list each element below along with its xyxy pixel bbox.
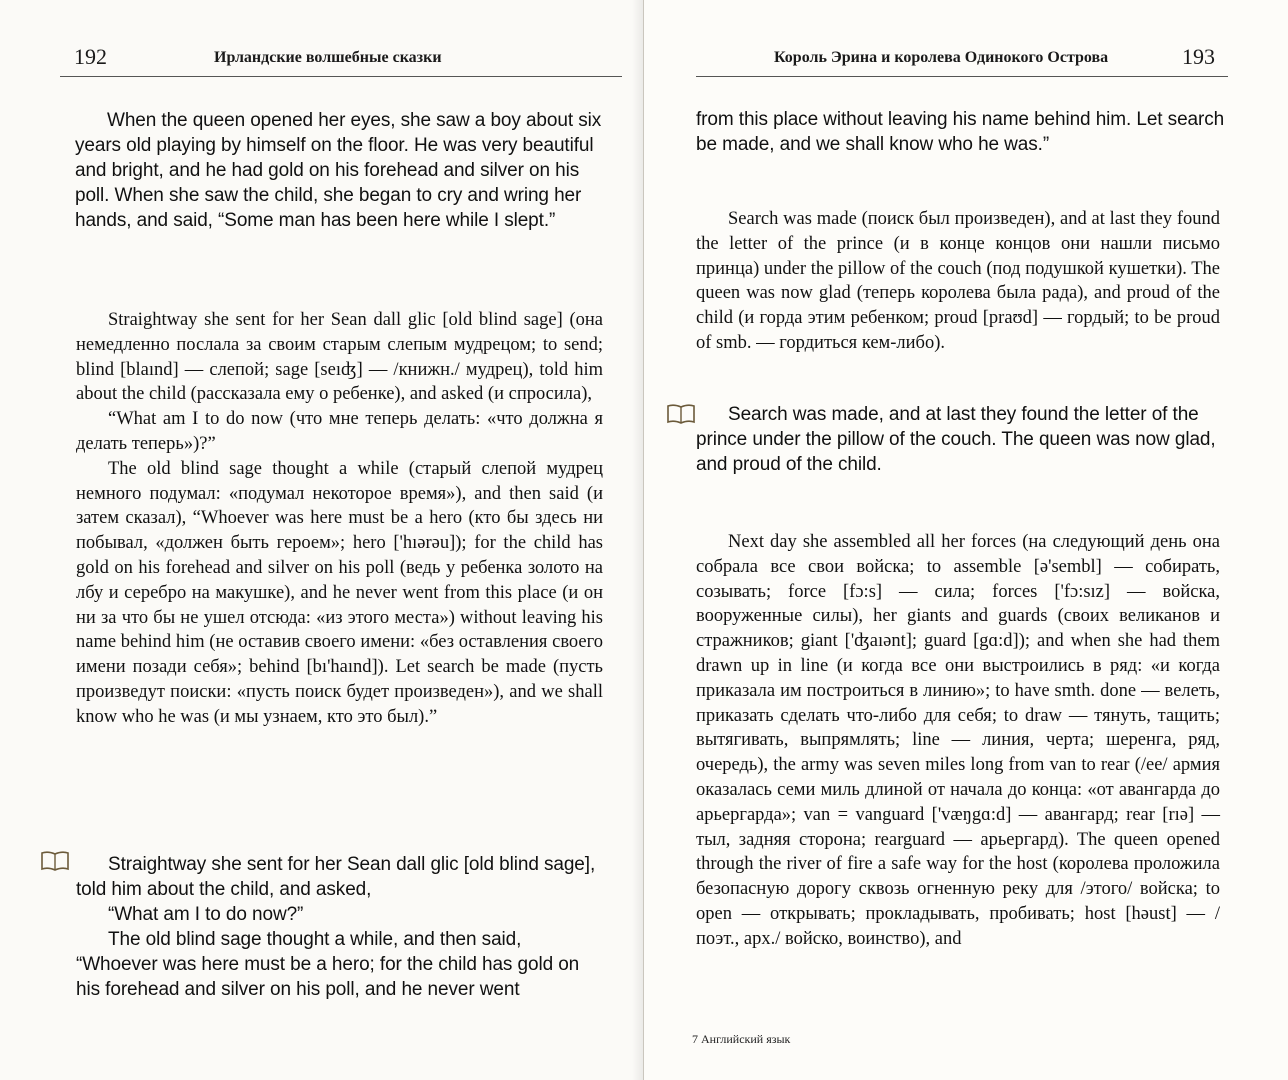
- annotated-line: “What am I to do now (что мне теперь делать: «что должна я делать теперь»)?”: [76, 409, 603, 454]
- running-title-right: Король Эрина и королева Одинокого Острова: [774, 49, 1109, 66]
- paragraph-english-3: Search was made, and at last they found the letter of the prince under the pillow of the couch. The queen was now glad, and proud of the child.: [696, 404, 1216, 475]
- page-number-right: 193: [1182, 44, 1215, 69]
- annotated-line: Straightway she sent for her Sean dall glic [old blind sage] (она немедленно послала за своим старым слепым мудрецом; to send; blind [blaınd] — слепой; sage [seıʤ] — /книжн./ мудрец), told him about the child (рассказала ему о ребенке), and asked (и спросила),: [76, 310, 603, 405]
- page-footer: 7 Английский язык: [692, 1032, 791, 1046]
- book-icon: [40, 850, 70, 872]
- paragraph-english-1: When the queen opened her eyes, she saw a boy about six years old playing by himself on the floor. He was very beautiful and bright, and he had gold on his forehead and silver on his poll. When she saw the child, she began to cry and wring her hands, and said, “Some man has been here while I slept.”: [75, 110, 602, 231]
- paragraph-annotated-2: Search was made (поиск был произведен), and at last they found the letter of the prince (и в конце концов они нашли письмо принца) under the pillow of the couch (под подушкой кушетки). The queen was now glad (теперь королева была рада), and proud of the child (и горда этим ребенком; proud [praʊd] — гордый; to be proud of smb. — гордиться кем-либо).: [696, 209, 1220, 353]
- paragraph-english-continued: from this place without leaving his name behind him. Let search be made, and we shall know who he was.”: [696, 109, 1225, 155]
- paragraph-annotated-3: Next day she assembled all her forces (на следующий день она собрала все свои войска; to assemble [ə'sembl] — собирать, созывать; force [fɔ:s] — сила; forces ['fɔ:sız] — войска, вооруженные силы), her giants and guards (своих великанов и стражников; giant ['ʤaıənt]; guard [gɑ:d]); and when she had them drawn up in line (и когда все они выстроились в ряд: «и когда приказала им построиться в линию»; to have smth. done — велеть, приказать сделать что-либо для себя; to draw — тянуть, тащить; вытягивать, выпрямлять; line — линия, черта; шеренга, ряд, очередь), the army was seven miles long from van to rear (/ее/ армия оказалась семи миль длиной от начала до конца: «от авангарда до арьергарда»; van = vanguard ['væŋgɑ:d] — авангард; rear [rıə] — тыл, задняя сторона; rearguard — арьергард). The queen opened through the river of fire a safe way for the host (королева проложила безопасную дорогу сквозь огненную реку для /этого/ войска; to open — открывать; прокладывать, пробивать; host [həust] — /поэт., арх./ войско, воинство), and: [696, 532, 1220, 949]
- page-number-left: 192: [74, 44, 107, 69]
- english-line: Straightway she sent for her Sean dall glic [old blind sage], told him about the child, and asked,: [76, 854, 596, 900]
- annotated-line: The old blind sage thought a while (старый слепой мудрец немного подумал: «подумал некоторое время»), and then said (и затем сказал), “Whoever was here must be a hero (кто бы здесь ни побывал, «должен быть героем»; hero ['hıərəu]); for the child has gold on his forehead and silver on his poll (ведь у ребенка золото на лбу и серебро на макушке), and he never went from this place (и он ни за что бы не ушел отсюда: «из этого места») without leaving his name behind him (не оставив своего имени: «без оставления своего имени позади себя»; behind [bı'haınd]). Let search be made (пусть произведут поиски: «пусть поиск будет произведен»), and we shall know who he was (и мы узнаем, кто это был).”: [76, 458, 603, 727]
- english-line: The old blind sage thought a while, and then said, “Whoever was here must be a hero; for the child has gold on his forehead and silver on his poll, and he never went: [76, 929, 580, 1000]
- header-rule-left: [60, 76, 622, 77]
- header-rule-right: [696, 76, 1228, 77]
- english-line: “What am I to do now?”: [108, 904, 304, 925]
- paragraph-annotated-1: [76, 308, 603, 730]
- right-page: [644, 0, 1288, 1080]
- paragraph-english-2: [76, 852, 606, 1002]
- book-icon: [666, 403, 696, 425]
- running-title-left: Ирландские волшебные сказки: [214, 49, 442, 66]
